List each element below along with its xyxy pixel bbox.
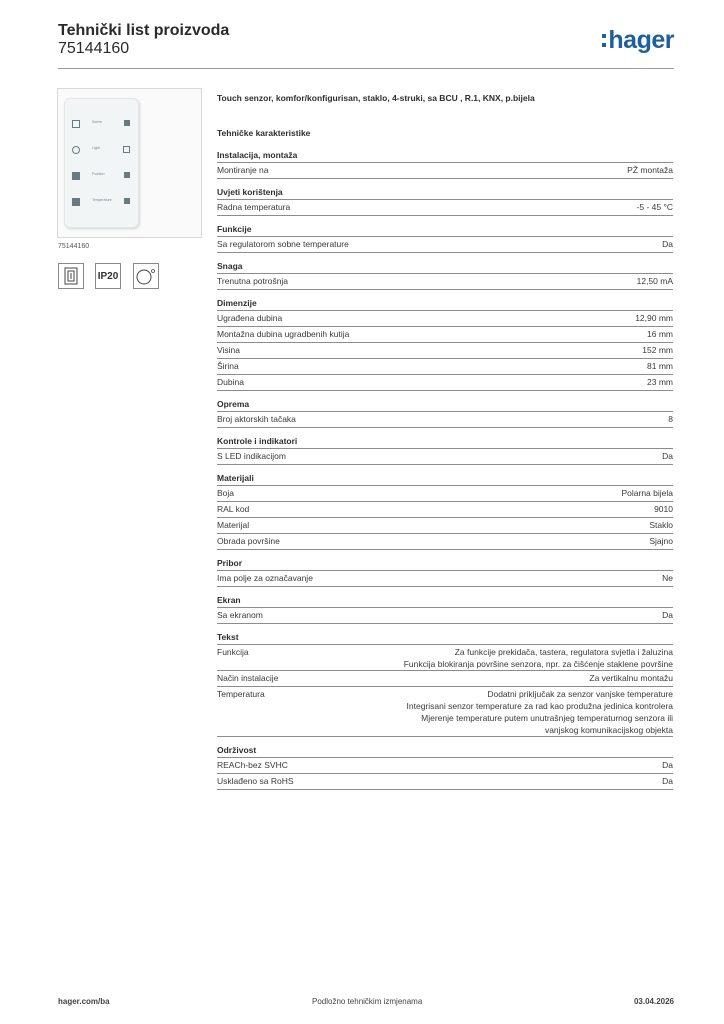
spec-value: 12,90 mm xyxy=(635,313,673,323)
spec-value: Da xyxy=(662,610,673,620)
spec-key: Boja xyxy=(217,488,235,498)
spec-section xyxy=(217,398,673,428)
spec-row xyxy=(217,358,673,374)
footer-date: 03.04.2026 xyxy=(633,997,674,1006)
panel-label: Light xyxy=(92,146,100,150)
spec-row xyxy=(217,670,673,686)
spec-value: Da xyxy=(662,239,673,249)
spec-row xyxy=(217,607,673,624)
spec-row xyxy=(217,310,673,326)
logo-text: hager xyxy=(608,26,674,54)
spec-key: Način instalacije xyxy=(217,673,279,683)
spec-row xyxy=(217,342,673,358)
spec-row xyxy=(217,162,673,179)
spec-key: Temperatura xyxy=(217,689,265,699)
spec-section-title: Materijali xyxy=(217,473,254,483)
spec-row xyxy=(217,448,673,465)
spec-key: Sa regulatorom sobne temperature xyxy=(217,239,349,249)
spec-section xyxy=(217,435,673,465)
spec-row xyxy=(217,273,673,290)
spec-row xyxy=(217,374,673,391)
panel-label: Position xyxy=(92,172,105,176)
spec-value: -5 - 45 °C xyxy=(636,202,673,212)
specification-column xyxy=(217,93,673,790)
spec-value: 12,50 mA xyxy=(636,276,673,286)
product-description: Touch senzor, komfor/konfigurisan, staklo, 4-struki, sa BCU , R.1, KNX, p.bijela xyxy=(217,93,535,103)
spec-section xyxy=(217,297,673,391)
panel-row xyxy=(70,119,132,129)
spec-section xyxy=(217,472,673,550)
thermostat-icon xyxy=(72,198,80,206)
spec-section-title: Dimenzije xyxy=(217,298,257,308)
spec-key: REACh-bez SVHC xyxy=(217,760,288,770)
document-title: Tehnički list proizvoda xyxy=(58,22,230,39)
spec-key: Montiranje na xyxy=(217,165,269,175)
touch-sensor-panel xyxy=(64,98,139,228)
panel-row xyxy=(70,197,132,207)
spec-section xyxy=(217,223,673,253)
spec-section xyxy=(217,186,673,216)
spec-sections xyxy=(217,149,673,790)
spec-key: Visina xyxy=(217,345,240,355)
spec-key: Broj aktorskih tačaka xyxy=(217,414,296,424)
spec-value: 9010 xyxy=(654,504,673,514)
spec-section xyxy=(217,557,673,587)
spec-section-title: Oprema xyxy=(217,399,250,409)
page-header xyxy=(58,20,674,64)
spec-key: Usklađeno sa RoHS xyxy=(217,776,294,786)
spec-value: Sjajno xyxy=(649,536,673,546)
spec-row xyxy=(217,411,673,428)
spec-section-title: Kontrole i indikatori xyxy=(217,436,298,446)
spec-section-title: Održivost xyxy=(217,745,257,755)
scene-indicator-icon xyxy=(124,120,130,126)
spec-value: 152 mm xyxy=(642,345,673,355)
panel-label: Scène xyxy=(92,120,102,124)
temperature-sensor-icon xyxy=(133,263,159,289)
specs-heading: Tehničke karakteristike xyxy=(217,128,311,138)
spec-row xyxy=(217,517,673,533)
spec-value: Dodatni priključak za senzor vanjske temperature Integrisani senzor temperature za rad kao produžna jedinica kontrolera Mjerenje temperature putem unutrašnjeg temperaturnog senzora ili vanjskog komunikacijskog objekta xyxy=(406,689,673,735)
spec-value: Da xyxy=(662,451,673,461)
logo-dots-icon xyxy=(602,34,606,47)
spec-row xyxy=(217,644,673,670)
spec-key: S LED indikacijom xyxy=(217,451,286,461)
spec-value: Za funkcije prekidača, tastera, regulatora svjetla i žaluzina Funkcija blokiranja površine senzora, npr. za čišćenje staklene površine xyxy=(403,647,673,669)
spec-value: PŽ montaža xyxy=(627,165,673,175)
footer-disclaimer: Podložno tehničkim izmjenama xyxy=(312,997,423,1006)
spec-row xyxy=(217,757,673,773)
spec-section-title: Funkcije xyxy=(217,224,252,234)
spec-section xyxy=(217,594,673,624)
spec-row xyxy=(217,485,673,501)
spec-section-title: Uvjeti korištenja xyxy=(217,187,283,197)
flush-mount-box-icon xyxy=(58,263,84,289)
header-divider xyxy=(58,68,674,69)
light-icon xyxy=(72,146,80,154)
spec-section-title: Snaga xyxy=(217,261,243,271)
spec-section xyxy=(217,149,673,179)
spec-key: Materijal xyxy=(217,520,250,530)
spec-section-title: Instalacija, montaža xyxy=(217,150,298,160)
product-image xyxy=(57,88,202,238)
spec-key: Montažna dubina ugradbenih kutija xyxy=(217,329,350,339)
product-image-caption: 75144160 xyxy=(58,243,90,250)
panel-label: Temperature xyxy=(92,198,112,202)
spec-row xyxy=(217,570,673,587)
spec-value: 81 mm xyxy=(647,361,673,371)
spec-key: Funkcija xyxy=(217,647,249,657)
spec-value: 23 mm xyxy=(647,377,673,387)
spec-row xyxy=(217,686,673,737)
spec-value: 16 mm xyxy=(647,329,673,339)
spec-value: Polarna bijela xyxy=(621,488,673,498)
spec-key: Ima polje za označavanje xyxy=(217,573,313,583)
thermostat-indicator-icon xyxy=(124,198,130,204)
spec-row xyxy=(217,326,673,342)
spec-key: Radna temperatura xyxy=(217,202,291,212)
footer-url: hager.com/ba xyxy=(58,997,110,1006)
spec-key: Trenutna potrošnja xyxy=(217,276,289,286)
spec-section xyxy=(217,631,673,737)
spec-key: Dubina xyxy=(217,377,244,387)
spec-section-title: Pribor xyxy=(217,558,243,568)
spec-value: Ne xyxy=(662,573,673,583)
spec-key: Širina xyxy=(217,361,239,371)
light-indicator-icon xyxy=(123,146,130,153)
spec-value: 8 xyxy=(668,414,673,424)
spec-key: Sa ekranom xyxy=(217,610,263,620)
spec-value: Da xyxy=(662,760,673,770)
spec-section-title: Tekst xyxy=(217,632,239,642)
scene-icon xyxy=(72,120,80,128)
blind-icon xyxy=(72,172,80,180)
spec-row xyxy=(217,773,673,790)
spec-key: RAL kod xyxy=(217,504,250,514)
spec-key: Ugrađena dubina xyxy=(217,313,283,323)
spec-section xyxy=(217,260,673,290)
spec-row xyxy=(217,199,673,216)
spec-section xyxy=(217,744,673,790)
hager-logo xyxy=(602,28,674,52)
spec-row xyxy=(217,533,673,550)
panel-row xyxy=(70,145,132,155)
ip20-badge: IP20 xyxy=(95,263,121,289)
spec-row xyxy=(217,236,673,253)
spec-value: Staklo xyxy=(649,520,673,530)
spec-value: Da xyxy=(662,776,673,786)
spec-section-title: Ekran xyxy=(217,595,241,605)
product-code: 75144160 xyxy=(58,40,130,57)
spec-row xyxy=(217,501,673,517)
spec-key: Obrada površine xyxy=(217,536,280,546)
blind-indicator-icon xyxy=(124,172,130,178)
spec-value: Za vertikalnu montažu xyxy=(589,673,673,683)
panel-row xyxy=(70,171,132,181)
